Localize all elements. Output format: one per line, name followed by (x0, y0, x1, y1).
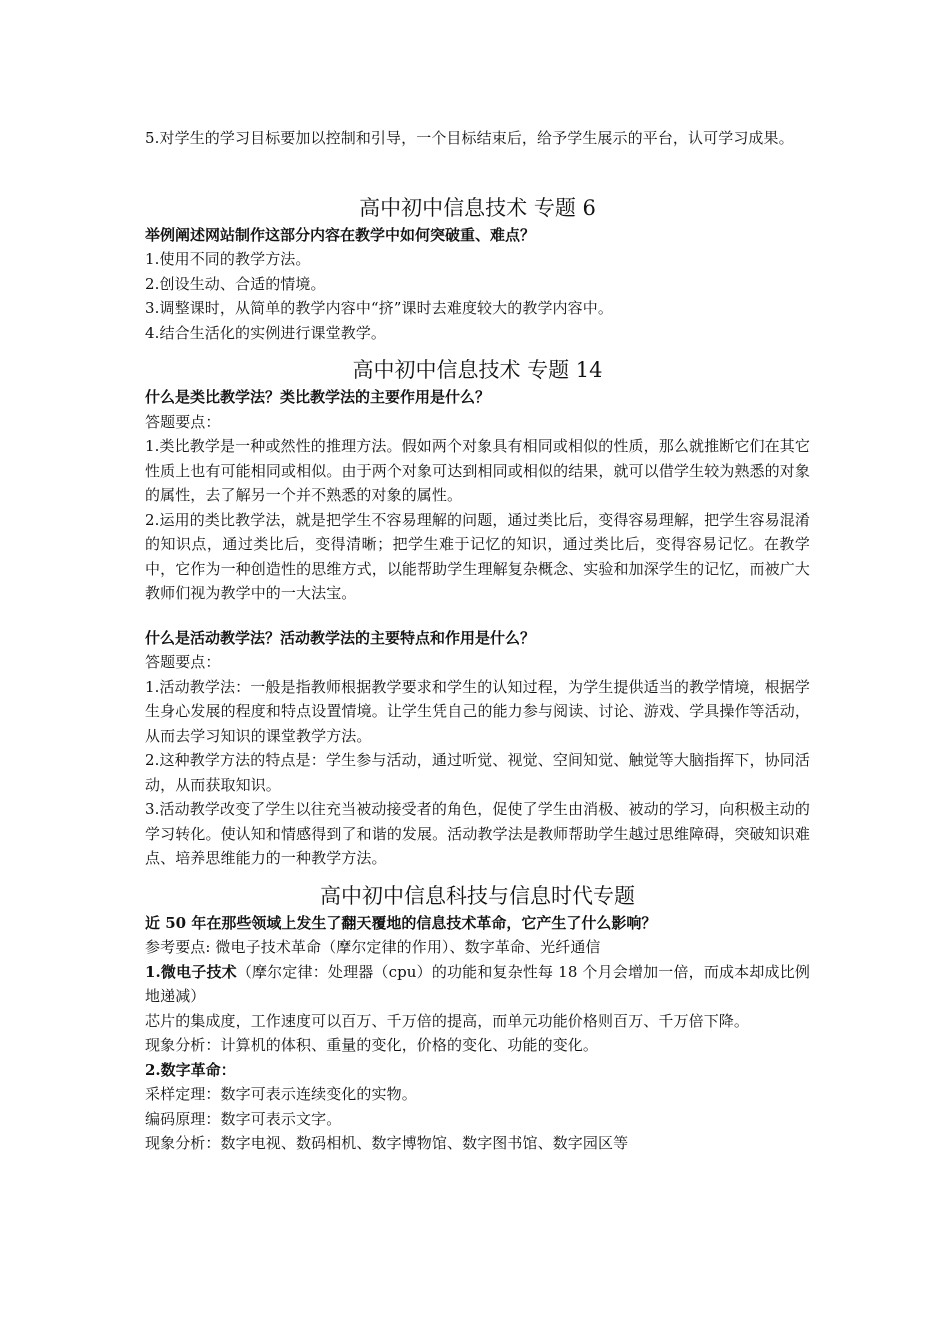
section-title-info-age: 高中初中信息科技与信息时代专题 (320, 883, 635, 908)
list-item: 1.使用不同的教学方法。 (145, 250, 311, 268)
question-it-revolution: 近 50 年在那些领域上发生了翻天覆地的信息技术革命，它产生了什么影响？ (145, 913, 657, 932)
answer-paragraph: 1.活动教学法：一般是指教师根据教学要求和学生的认知过程，为学生提供适当的教学情境，根据学生身心发展的程度和特点设置情境。让学生凭自己的能力参与阅读、讨论、游戏、学具操作等活动，从而去学习知识的课堂教学方法。 (145, 677, 810, 745)
section-title-topic-14: 高中初中信息技术 专题 14 (352, 358, 603, 382)
answer-paragraph: 1.类比教学是一种或然性的推理方法。假如两个对象具有相同或相似的性质，那么就推断它们在其它性质上也有可能相同或相似。由于两个对象可达到相同或相似的结果，就可以借学生较为熟悉的对象的属性，去了解另一个并不熟悉的对象的属性。 (145, 437, 810, 504)
digital-revolution-heading: 2.数字革命： (145, 1060, 236, 1079)
list-item: 现象分析：数字电视、数码相机、数字博物馆、数字图书馆、数字园区等 (145, 1134, 629, 1152)
phenomenon-analysis-text: 现象分析：计算机的体积、重量的变化，价格的变化、功能的变化。 (145, 1036, 599, 1054)
answer-paragraph: 2.这种教学方法的特点是：学生参与活动，通过听觉、视觉、空间知觉、触觉等大脑指挥下，协同活动，从而获取知识。 (145, 751, 810, 794)
list-item: 编码原理：数字可表示文字。 (145, 1109, 342, 1128)
chip-integration-text: 芯片的集成度，工作速度可以百万、千万倍的提高，而单元功能价格则百万、千万倍下降。 (145, 1011, 750, 1030)
list-item: 2.创设生动、合适的情境。 (145, 274, 326, 293)
answer-label: 答题要点： (145, 653, 221, 671)
microelectronics-heading: 1.微电子技术 (145, 962, 237, 981)
microelectronics-paragraph (145, 960, 810, 1009)
answer-paragraph: 3.活动教学改变了学生以往充当被动接受者的角色，促使了学生由消极、被动的学习，向积极主动的学习转化。使认知和情感得到了和谐的发展。活动教学法是教师帮助学生越过思维障碍，突破知识难点、培养思维能力的一种教学方法。 (145, 800, 810, 867)
question-activity-method: 什么是活动教学法？活动教学法的主要特点和作用是什么？ (145, 628, 536, 647)
question-website-teaching: 举例阐述网站制作这部分内容在教学中如何突破重、难点？ (145, 225, 536, 244)
question-analogy-method: 什么是类比教学法？类比教学法的主要作用是什么？ (145, 388, 491, 406)
document-page (145, 126, 810, 1156)
section-title-topic-6: 高中初中信息技术 专题 6 (359, 195, 596, 220)
list-item: 4.结合生活化的实例进行课堂教学。 (145, 323, 387, 342)
intro-item-5: 5.对学生的学习目标要加以控制和引导，一个目标结束后，给予学生展示的平台，认可学习成果。 (145, 129, 794, 147)
reference-points: 参考要点: 微电子技术革命（摩尔定律的作用）、数字革命、光纤通信 (145, 938, 601, 956)
moore-law-note: （摩尔定律：处理器（cpu）的功能和复杂性每 18 个月会增加一倍，而成本却成比例地递减） (145, 962, 810, 1005)
list-item: 采样定理：数字可表示连续变化的实物。 (145, 1085, 417, 1103)
answer-paragraph: 2.运用的类比教学法，就是把学生不容易理解的问题，通过类比后，变得容易理解，把学生容易混淆的知识点，通过类比后，变得清晰；把学生难于记忆的知识，通过类比后，变得容易记忆。在教学中，它作为一种创造性的思维方式，以能帮助学生理解复杂概念、实验和加深学生的记忆，而被广大教师们视为教学中的一大法宝。 (145, 510, 810, 602)
answer-label: 答题要点： (145, 412, 221, 431)
list-item: 3.调整课时，从简单的教学内容中“挤”课时去难度较大的教学内容中。 (145, 299, 613, 317)
